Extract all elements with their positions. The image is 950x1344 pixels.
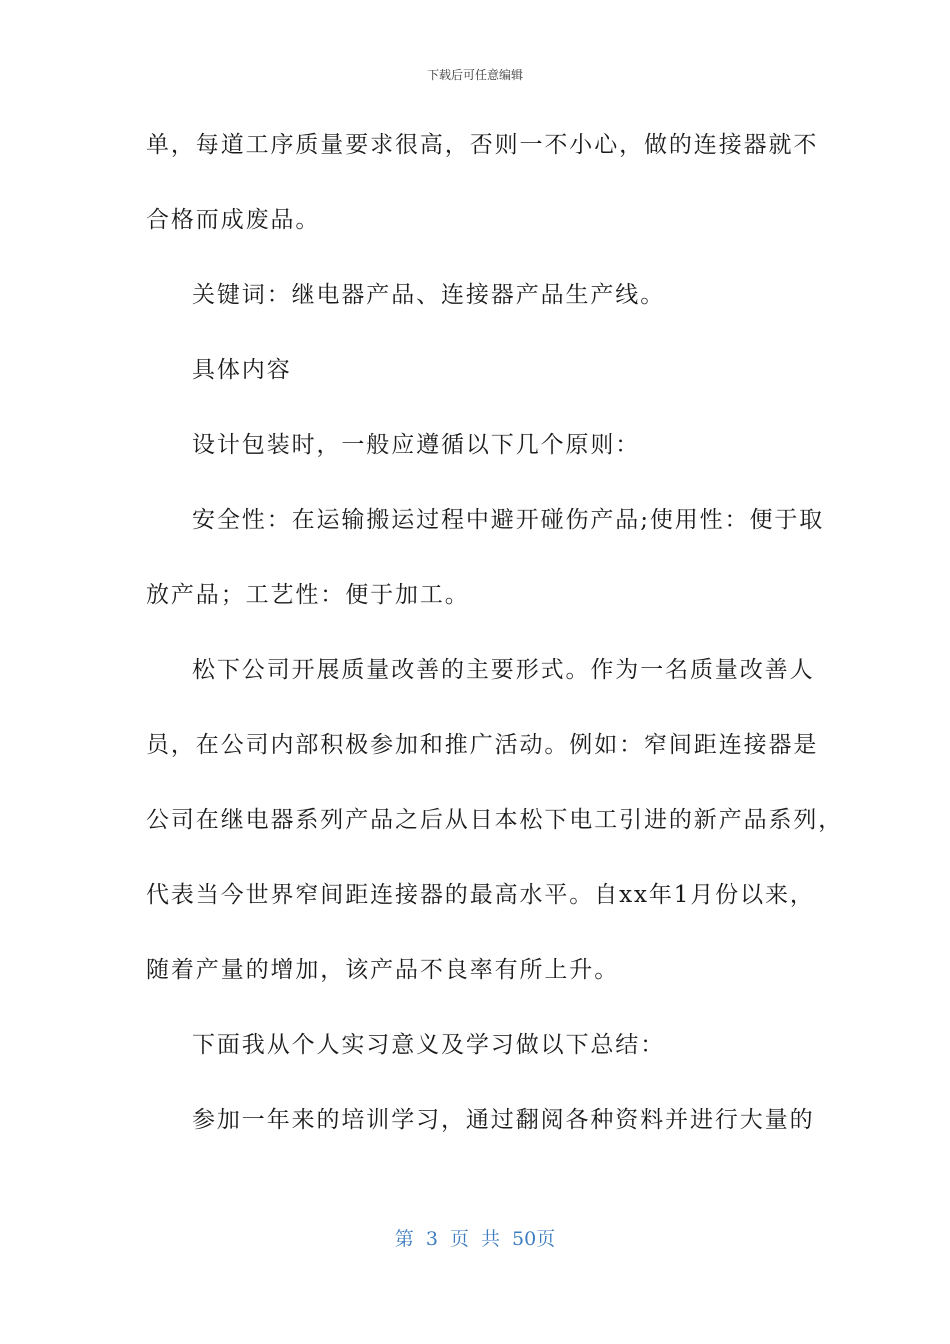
body-line: 员，在公司内部积极参加和推广活动。例如：窄间距连接器是	[146, 732, 819, 758]
section-heading: 具体内容	[192, 357, 292, 383]
body-line: 单，每道工序质量要求很高，否则一不小心，做的连接器就不	[146, 132, 819, 158]
body-line: 参加一年来的培训学习，通过翻阅各种资料并进行大量的	[192, 1107, 815, 1133]
page-footer: 第 3 页 共 50页	[394, 1228, 556, 1250]
body-line: 松下公司开展质量改善的主要形式。作为一名质量改善人	[192, 657, 815, 683]
body-line: 合格而成废品。	[146, 207, 321, 233]
body-line: 公司在继电器系列产品之后从日本松下电工引进的新产品系列，	[146, 807, 844, 833]
body-line: 下面我从个人实习意义及学习做以下总结：	[192, 1032, 666, 1058]
keywords-line: 关键词：继电器产品、连接器产品生产线。	[192, 282, 666, 308]
body-line: 安全性：在运输搬运过程中避开碰伤产品;使用性：便于取	[192, 507, 825, 533]
body-line: 随着产量的增加，该产品不良率有所上升。	[146, 957, 620, 983]
body-line: 设计包装时，一般应遵循以下几个原则：	[192, 432, 641, 458]
body-line: 放产品；工艺性：便于加工。	[146, 582, 470, 608]
body-line: 代表当今世界窄间距连接器的最高水平。自xx年1月份以来，	[146, 882, 815, 908]
page-header: 下载后可任意编辑	[426, 68, 523, 82]
